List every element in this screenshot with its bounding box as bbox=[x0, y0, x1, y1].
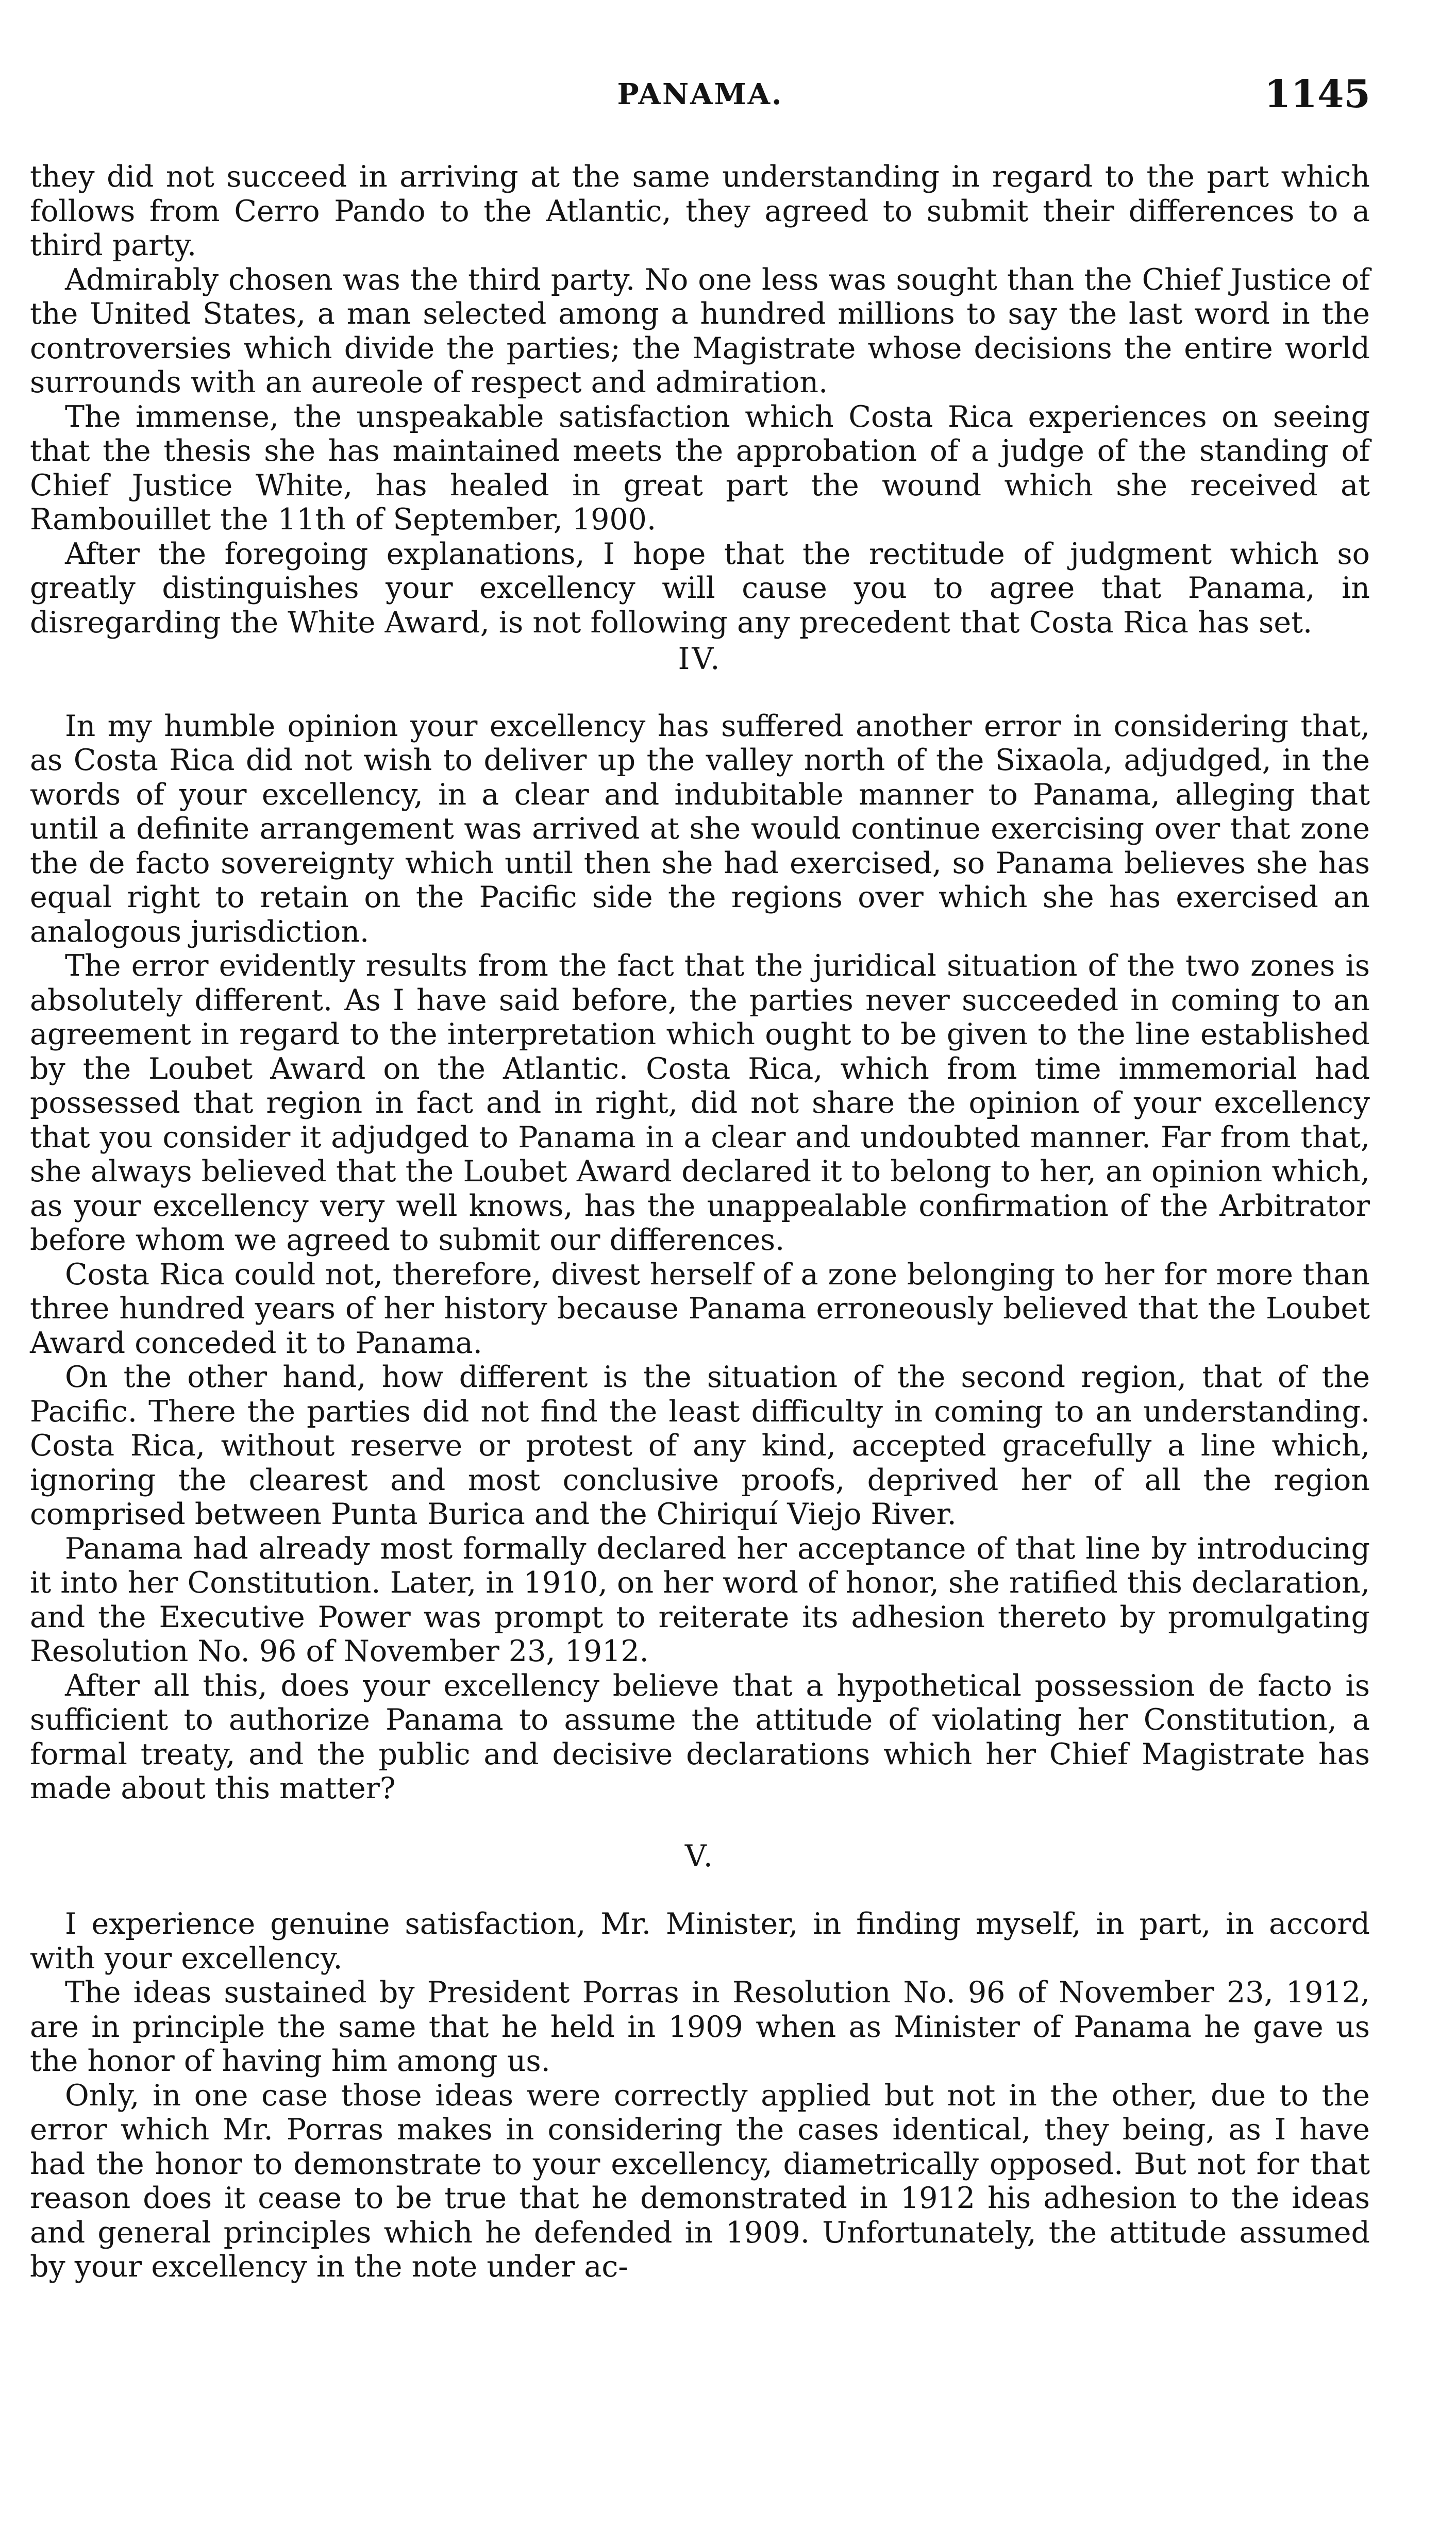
paragraph: Costa Rica could not, therefore, divest herself of a zone belonging to her for more than three hundred years of her history because Panama erroneously believed that the Loubet Award conceded it to Panama. bbox=[30, 1257, 1370, 1360]
paragraph: Admirably chosen was the third party. No one less was sought than the Chief Justice of the United States, a man selected among a hundred millions to say the last word in the controversies which divide the parties; the Magistrate whose decisions the entire world surrounds with an aureole of respect and admiration. bbox=[30, 262, 1370, 399]
body-text bbox=[30, 160, 1370, 2284]
paragraph-continued: they did not succeed in arriving at the same understanding in regard to the part which follows from Cerro Pando to the Atlantic, they agreed to submit their differences to a third party. bbox=[30, 160, 1370, 262]
section-heading-iv: IV. bbox=[678, 641, 722, 676]
section-heading-v: V. bbox=[684, 1838, 715, 1873]
running-title: PANAMA. bbox=[617, 77, 783, 111]
paragraph: After all this, does your excellency believe that a hypothetical possession de facto is sufficient to authorize Panama to assume the attitude of violating her Constitution, a formal treaty, and the public and decisive declarations which her Chief Magistrate has made about this matter? bbox=[30, 1668, 1370, 1805]
paragraph: Panama had already most formally declared her acceptance of that line by introducing it into her Constitution. Later, in 1910, on her word of honor, she ratified this declaration, and the Executive Power was prompt to reiterate its adhesion thereto by promulgating Resolution No. 96 of November 23, 1912. bbox=[30, 1531, 1370, 1668]
page-number: 1145 bbox=[1264, 72, 1370, 116]
paragraph: The error evidently results from the fact that the juridical situation of the two zones is absolutely different. As I have said before, the parties never succeeded in coming to an agreement in regard to the interpretation which ought to be given to the line established by the Loubet Award on the Atlantic. Costa Rica, which from time immemorial had possessed that region in fact and in right, did not share the opinion of your excellency that you consider it adjudged to Panama in a clear and undoubted manner. Far from that, she always believed that the Loubet Award declared it to belong to her, an opinion which, as your excellency very well knows, has the unappealable confirmation of the Arbitrator before whom we agreed to submit our differences. bbox=[30, 949, 1370, 1257]
paragraph: After the foregoing explanations, I hope that the rectitude of judgment which so greatly distinguishes your excellency will cause you to agree that Panama, in disregarding the White Award, is not following any precedent that Costa Rica has set. bbox=[30, 537, 1370, 640]
paragraph: The immense, the unspeakable satisfaction which Costa Rica experiences on seeing that the thesis she has maintained meets the approbation of a judge of the standing of Chief Justice White, has healed in great part the wound which she received at Rambouillet the 11th of September, 1900. bbox=[30, 399, 1370, 537]
paragraph: I experience genuine satisfaction, Mr. Minister, in finding myself, in part, in accord with your excellency. bbox=[30, 1907, 1370, 1976]
paragraph: The ideas sustained by President Porras in Resolution No. 96 of November 23, 1912, are in principle the same that he held in 1909 when as Minister of Panama he gave us the honor of having him among us. bbox=[30, 1976, 1370, 2078]
paragraph: Only, in one case those ideas were correctly applied but not in the other, due to the error which Mr. Porras makes in considering the cases identical, they being, as I have had the honor to demonstrate to your excellency, diametrically opposed. But not for that reason does it cease to be true that he demonstrated in 1912 his adhesion to the ideas and general principles which he defended in 1909. Unfortunately, the attitude assumed by your excellency in the note under ac- bbox=[30, 2078, 1370, 2284]
running-header bbox=[30, 72, 1370, 115]
paragraph: In my humble opinion your excellency has suffered another error in considering that, as Costa Rica did not wish to deliver up the valley north of the Sixaola, adjudged, in the words of your excellency, in a clear and indubitable manner to Panama, alleging that until a definite arrangement was arrived at she would continue exercising over that zone the de facto sovereignty which until then she had exercised, so Panama believes she has equal right to retain on the Pacific side the regions over which she has exercised an analogous jurisdiction. bbox=[30, 709, 1370, 949]
paragraph: On the other hand, how different is the situation of the second region, that of the Pacific. There the parties did not find the least difficulty in coming to an understanding. Costa Rica, without reserve or protest of any kind, accepted gracefully a line which, ignoring the clearest and most conclusive proofs, deprived her of all the region comprised between Punta Burica and the Chiriquí Viejo River. bbox=[30, 1360, 1370, 1531]
